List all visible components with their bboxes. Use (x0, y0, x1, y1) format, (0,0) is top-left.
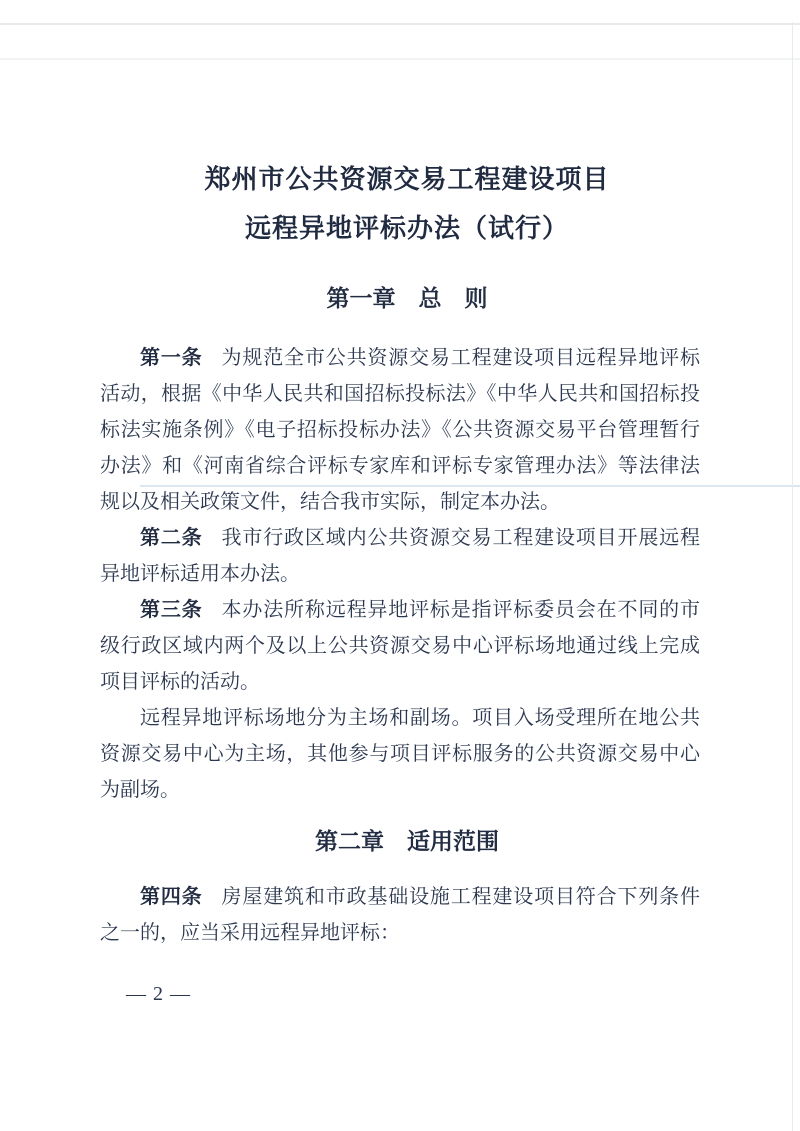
body-text-block-2 (100, 879, 700, 951)
body-line (100, 340, 700, 376)
body-line (100, 592, 700, 628)
body-line (100, 879, 700, 915)
document-title-line-2: 远程异地评标办法（试行） (244, 213, 569, 243)
chapter-2-heading: 第二章 适用范围 (315, 828, 499, 854)
chapter-1-heading: 第一章 总 则 (326, 285, 488, 311)
body-line: 远程异地评标场地分为主场和副场。项目入场受理所在地公共 (140, 707, 700, 729)
article-number: 第四条 (140, 886, 203, 908)
body-line-text: 本办法所称远程异地评标是指评标委员会在不同的市 (221, 599, 701, 621)
document-title-line-1: 郑州市公共资源交易工程建设项目 (204, 164, 610, 194)
body-line: 级行政区域内两个及以上公共资源交易中心评标场地通过线上完成 (100, 635, 700, 657)
body-line: 办法》和《河南省综合评标专家库和评标专家管理办法》等法律法 (100, 455, 700, 477)
body-line: 活动，根据《中华人民共和国招标投标法》《中华人民共和国招标投 (100, 383, 700, 405)
body-line-text: 房屋建筑和市政基础设施工程建设项目符合下列条件 (221, 886, 701, 908)
body-line-text: 我市行政区域内公共资源交易工程建设项目开展远程 (221, 527, 701, 549)
body-text-block (100, 340, 700, 808)
body-line: 异地评标适用本办法。 (100, 563, 300, 585)
body-line: 之一的，应当采用远程异地评标： (100, 922, 400, 944)
scan-artifact-top-band-2 (0, 58, 800, 60)
article-number: 第二条 (140, 527, 203, 549)
body-line (100, 520, 700, 556)
article-number: 第三条 (140, 599, 203, 621)
page-number: — 2 — (126, 983, 191, 1005)
body-line: 标法实施条例》《电子招标投标办法》《公共资源交易平台管理暂行 (100, 419, 700, 441)
body-line: 规以及相关政策文件，结合我市实际，制定本办法。 (100, 491, 560, 513)
article-number: 第一条 (140, 347, 203, 369)
body-line: 项目评标的活动。 (100, 671, 260, 693)
body-line: 为副场。 (100, 779, 180, 801)
document-title (14, 155, 800, 253)
scan-artifact-top-band (0, 23, 800, 25)
body-line-text: 为规范全市公共资源交易工程建设项目远程异地评标 (221, 347, 701, 369)
body-line: 资源交易中心为主场，其他参与项目评标服务的公共资源交易中心 (100, 743, 700, 765)
